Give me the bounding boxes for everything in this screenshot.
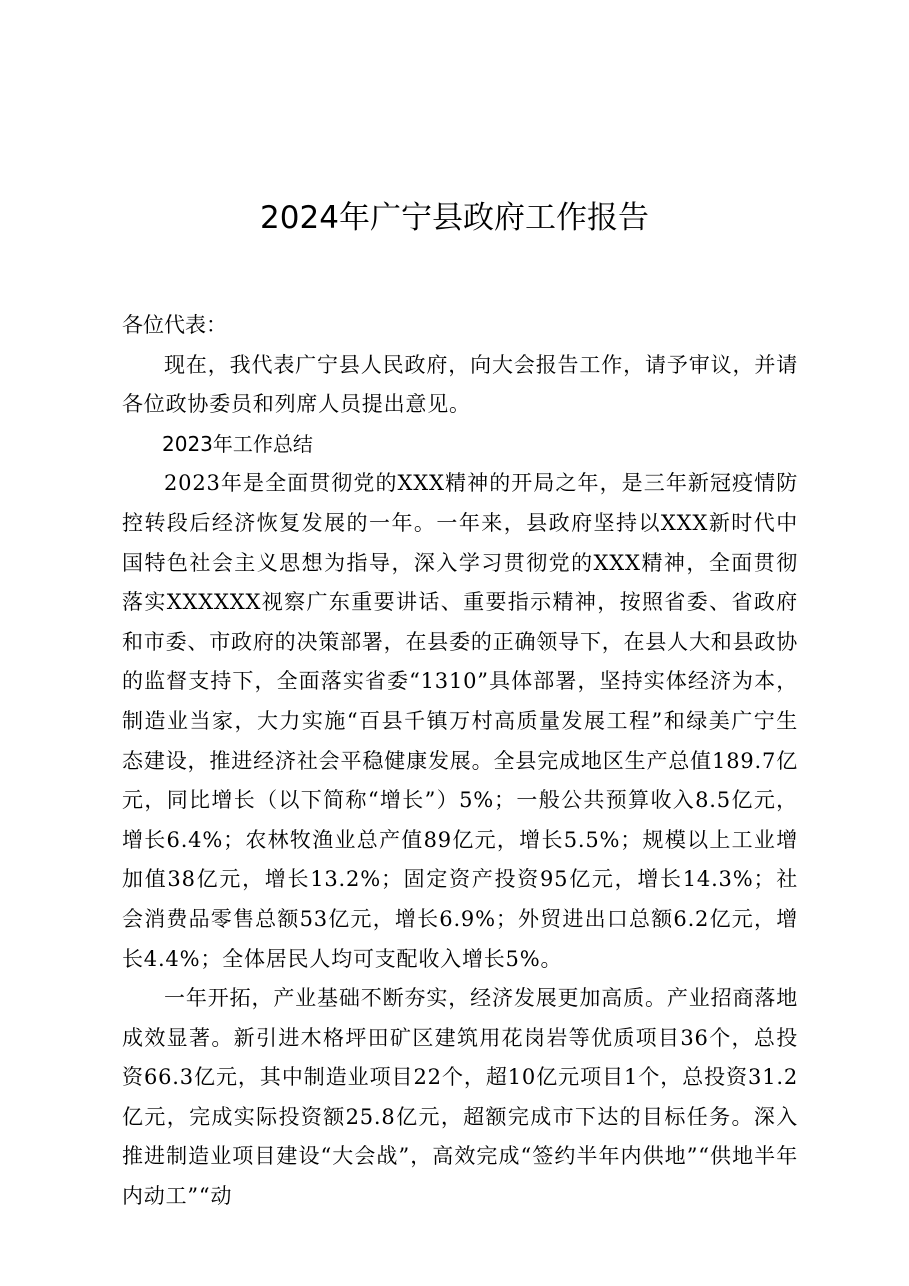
salutation: 各位代表： — [122, 313, 227, 337]
intro-paragraph: 现在，我代表广宁县人民政府，向大会报告工作，请予审议，并请各位政协委员和列席人员提出意见。 — [122, 352, 798, 417]
document-body — [122, 306, 798, 1217]
section-heading-2023-summary: 2023年工作总结 — [162, 431, 313, 456]
industry-paragraph: 一年开拓，产业基础不断夯实，经济发展更加高质。产业招商落地成效显著。新引进木格坪田矿区建筑用花岗岩等优质项目36个，总投资66.3亿元，其中制造业项目22个，超10亿元项目1个，总投资31.2亿元，完成实际投资额25.8亿元，超额完成市下达的目标任务。深入推进制造业项目建设“大会战”，高效完成“签约半年内供地”“供地半年内动工”“动 — [122, 986, 798, 1209]
summary-paragraph: 2023年是全面贯彻党的XXX精神的开局之年，是三年新冠疫情防控转段后经济恢复发展的一年。一年来，县政府坚持以XXX新时代中国特色社会主义思想为指导，深入学习贯彻党的XXX精神，全面贯彻落实XXXXXX视察广东重要讲话、重要指示精神，按照省委、省政府和市委、市政府的决策部署，在县委的正确领导下，在县人大和县政协的监督支持下，全面落实省委“1310”具体部署，坚持实体经济为本，制造业当家，大力实施“百县千镇万村高质量发展工程”和绿美广宁生态建设，推进经济社会平稳健康发展。全县完成地区生产总值189.7亿元，同比增长（以下简称“增长”）5%；一般公共预算收入8.5亿元，增长6.4%；农林牧渔业总产值89亿元，增长5.5%；规模以上工业增加值38亿元，增长13.2%；固定资产投资95亿元，增长14.3%；社会消费品零售总额53亿元，增长6.9%；外贸进出口总额6.2亿元，增长4.4%；全体居民人均可支配收入增长5%。 — [122, 471, 799, 971]
document-title: 2024年广宁县政府工作报告 — [260, 200, 649, 236]
